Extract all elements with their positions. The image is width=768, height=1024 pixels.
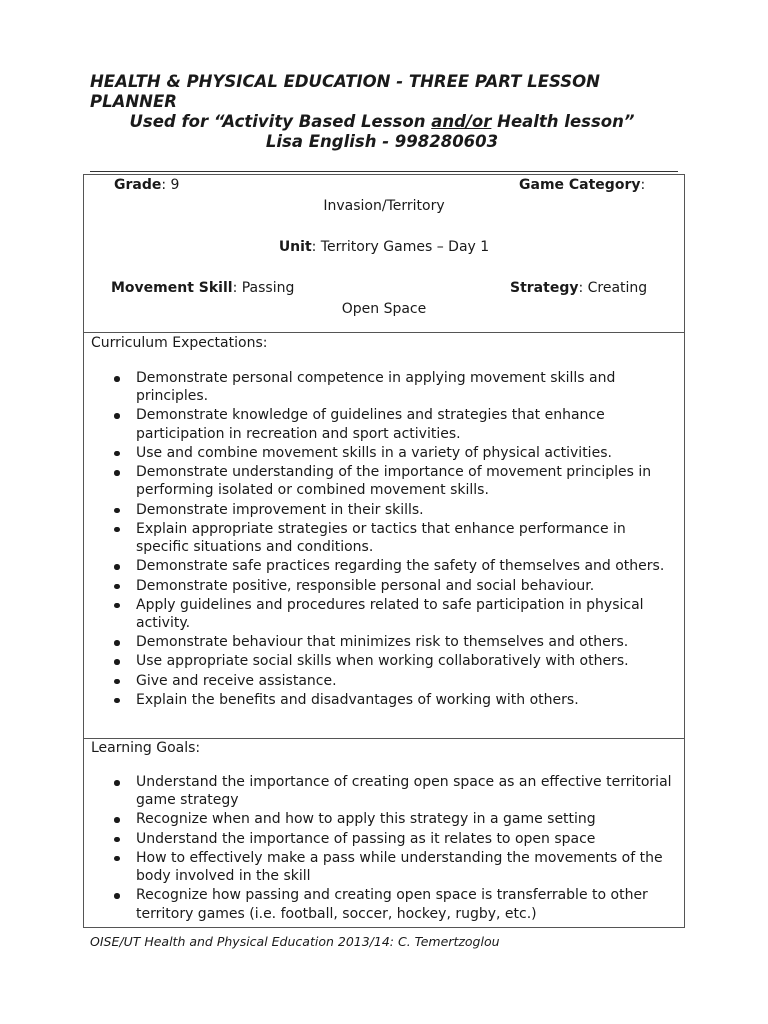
list-item	[84, 501, 684, 519]
unit-field	[84, 238, 684, 256]
list-item-text: Explain appropriate strategies or tactics that enhance performance in specific situations and conditions.	[136, 520, 626, 556]
curriculum-expectations-list	[84, 369, 684, 710]
list-item	[84, 369, 684, 406]
unit-value: : Territory Games – Day 1	[311, 239, 490, 255]
strategy-field	[510, 279, 647, 297]
strategy-value-continued: Open Space	[341, 301, 427, 317]
list-item-text: Demonstrate positive, responsible personal and social behaviour.	[136, 577, 595, 594]
grade-value: : 9	[161, 177, 180, 193]
bullet-icon	[114, 508, 120, 514]
bullet-icon	[114, 470, 120, 476]
game-category-value: Invasion/Territory	[323, 198, 445, 214]
list-item	[84, 773, 684, 810]
list-item	[84, 557, 684, 575]
bullet-icon	[114, 564, 120, 570]
subtitle-text-start: Used for “Activity Based Lesson	[129, 112, 432, 131]
list-item-text: Understand the importance of creating open space as an effective territorial game strategy	[136, 774, 672, 809]
curriculum-expectations-cell	[84, 332, 684, 738]
game-category-colon: :	[640, 177, 646, 193]
bullet-icon	[114, 698, 120, 704]
list-item	[84, 886, 684, 923]
list-item	[84, 849, 684, 886]
list-item-text: Explain the benefits and disadvantages of working with others.	[136, 691, 579, 708]
list-item	[84, 444, 684, 462]
list-item-text: Recognize when and how to apply this strategy in a game setting	[136, 811, 596, 828]
bullet-icon	[114, 817, 120, 823]
list-item	[84, 672, 684, 690]
list-item-text: Understand the importance of passing as it relates to open space	[136, 830, 596, 847]
list-item-text: Apply guidelines and procedures related to safe participation in physical activity.	[136, 596, 644, 631]
list-item-text: Demonstrate safe practices regarding the safety of themselves and others.	[136, 558, 665, 575]
subtitle-underlined-text: and/or	[431, 112, 492, 131]
subtitle-text-end: Health lesson”	[491, 112, 635, 131]
list-item-text: Use appropriate social skills when working collaboratively with others.	[136, 653, 629, 670]
list-item	[84, 463, 684, 500]
game-category-label: Game Category	[519, 177, 641, 193]
bullet-icon	[114, 679, 120, 685]
learning-goals-cell	[84, 738, 684, 927]
strategy-label: Strategy	[510, 280, 579, 296]
list-item	[84, 830, 684, 848]
list-item	[84, 810, 684, 828]
document-title-line-1: HEALTH & PHYSICAL EDUCATION - THREE PART LESSON	[90, 72, 600, 91]
strategy-value: : Creating	[578, 280, 648, 296]
movement-skill-field	[111, 279, 294, 297]
list-item-text: Demonstrate improvement in their skills.	[136, 501, 424, 518]
bullet-icon	[114, 780, 120, 786]
list-item-text: How to effectively make a pass while understanding the movements of the body involved in the skill	[136, 849, 663, 885]
author-line: Lisa English - 998280603	[265, 132, 499, 151]
list-item-text: Give and receive assistance.	[136, 672, 337, 689]
lesson-info-cell	[84, 175, 684, 332]
list-item	[84, 406, 684, 443]
grade-label: Grade	[114, 177, 162, 193]
header-divider	[90, 171, 678, 172]
bullet-icon	[114, 659, 120, 665]
document-title-line-2: PLANNER	[90, 92, 177, 111]
document-subtitle	[84, 112, 680, 132]
unit-label: Unit	[278, 239, 312, 255]
list-item	[84, 596, 684, 633]
grade-field	[114, 176, 179, 194]
list-item	[84, 520, 684, 557]
learning-goals-list	[84, 773, 684, 924]
game-category-field	[519, 176, 645, 194]
list-item-text: Demonstrate knowledge of guidelines and strategies that enhance participation in recreation and sport activities.	[136, 407, 605, 442]
list-item-text: Demonstrate understanding of the importance of movement principles in performing isolated or combined movement skills.	[136, 464, 652, 499]
learning-goals-label: Learning Goals:	[91, 740, 201, 756]
bullet-icon	[114, 376, 120, 382]
bullet-icon	[114, 584, 120, 590]
curriculum-expectations-label: Curriculum Expectations:	[91, 335, 268, 351]
lesson-table	[83, 174, 685, 928]
bullet-icon	[114, 893, 120, 899]
list-item	[84, 691, 684, 709]
list-item-text: Use and combine movement skills in a variety of physical activities.	[136, 444, 612, 461]
bullet-icon	[114, 527, 120, 533]
bullet-icon	[114, 603, 120, 609]
list-item	[84, 577, 684, 595]
document-footer: OISE/UT Health and Physical Education 2013/14: C. Temertzoglou	[90, 934, 500, 949]
list-item	[84, 633, 684, 651]
movement-skill-label: Movement Skill	[111, 280, 233, 296]
lesson-planner-header	[90, 72, 680, 152]
bullet-icon	[114, 640, 120, 646]
bullet-icon	[114, 413, 120, 419]
list-item-text: Demonstrate behaviour that minimizes risk to themselves and others.	[136, 634, 629, 651]
list-item-text: Recognize how passing and creating open space is transferrable to other territory games (i.e. football, soccer, hockey, rugby, etc.)	[136, 887, 648, 922]
movement-skill-value: : Passing	[232, 280, 295, 296]
bullet-icon	[114, 856, 120, 862]
bullet-icon	[114, 837, 120, 843]
list-item	[84, 652, 684, 670]
bullet-icon	[114, 451, 120, 457]
list-item-text: Demonstrate personal competence in applying movement skills and principles.	[136, 370, 616, 405]
